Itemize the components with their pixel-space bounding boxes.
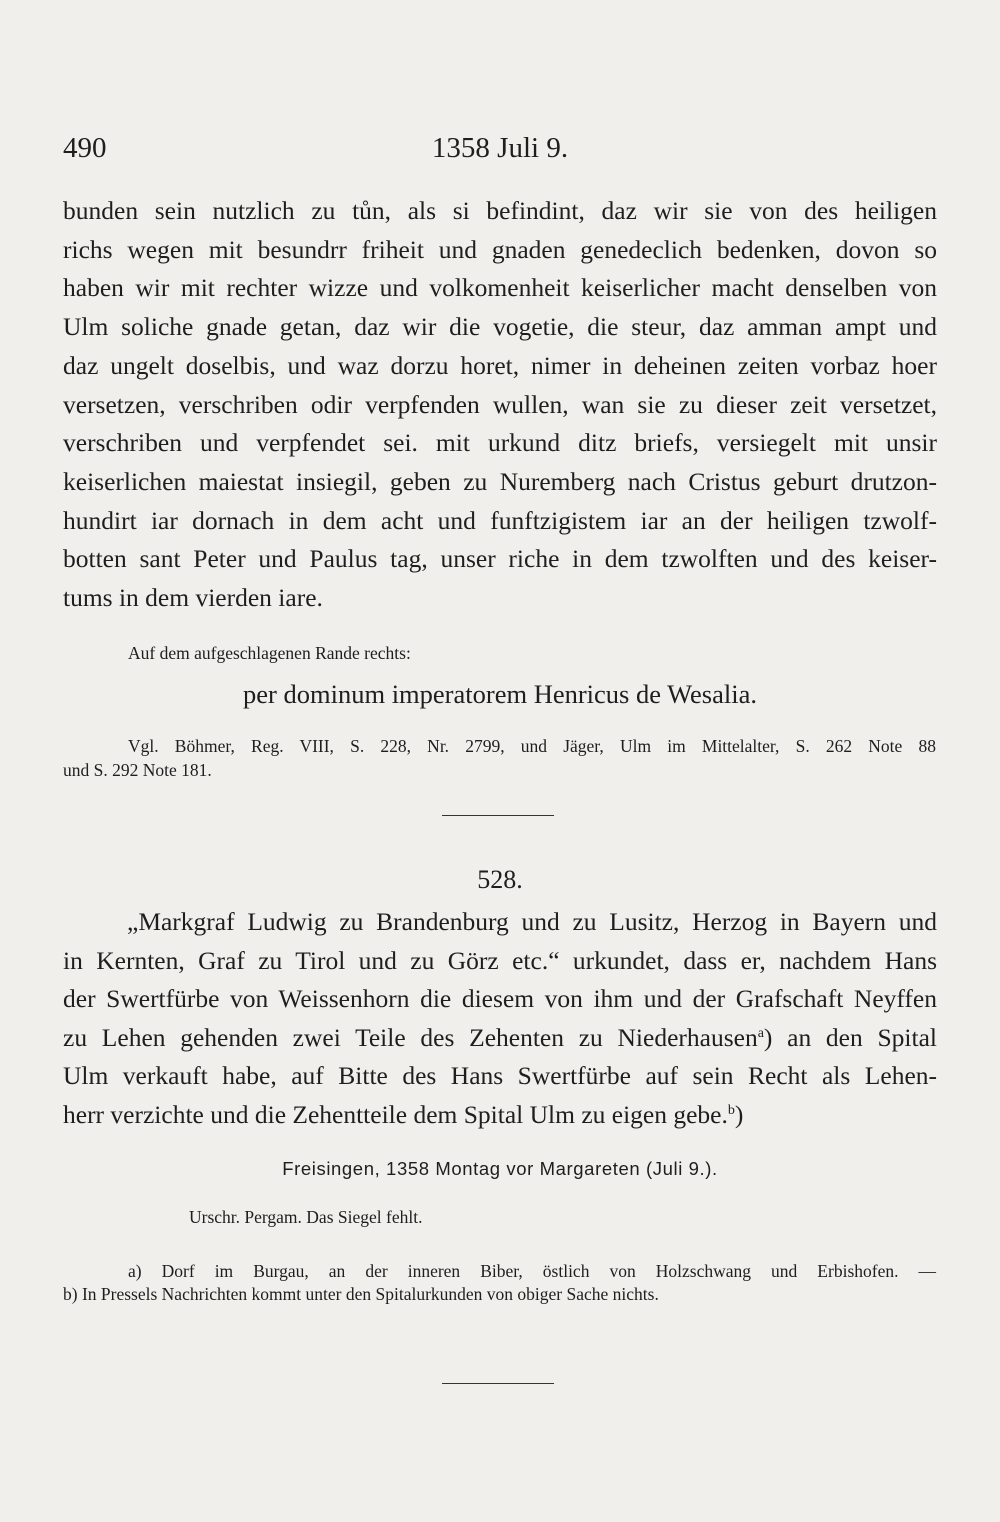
reference-line: Vgl. Böhmer, Reg. VIII, S. 228, Nr. 2799, und Jäger, Ulm im Mittelalter, S. 262 Note 88 — [128, 736, 936, 756]
document-number: 528. — [477, 865, 523, 894]
margin-note-label: Auf dem aufgeschlagenen Rande rechts: — [128, 643, 411, 663]
text-line: hundirt iar dornach in dem acht und funftzigistem iar an der heiligen tzwolf- — [63, 505, 937, 535]
text-line: in Kernten, Graf zu Tirol und zu Görz etc.“ urkundet, dass er, nachdem Hans — [63, 945, 937, 975]
footnote-marker-b: b — [727, 1102, 735, 1118]
text-line — [63, 1096, 937, 1135]
text-line: bunden sein nutzlich zu tůn, als si befindint, daz wir sie von des heiligen — [63, 196, 937, 225]
page-header — [63, 128, 937, 168]
footnote-a: a) Dorf im Burgau, an der inneren Biber, östlich von Holzschwang und Erbishofen. — — [128, 1261, 936, 1281]
line-part: herr verzichte und die Zehentteile dem Spital Ulm zu eigen gebe. — [63, 1099, 728, 1129]
line-part: ) — [734, 1099, 744, 1129]
text-line: keiserlichen maiestat insiegil, geben zu Nuremberg nach Cristus geburt drutzon- — [63, 466, 937, 496]
bottom-divider — [442, 1383, 554, 1384]
doc-528-regest — [63, 903, 937, 1134]
text-line: verschriben und verpfendet sei. mit urkund ditz briefs, versiegelt mit unsir — [63, 428, 937, 458]
reference-line: und S. 292 Note 181. — [63, 760, 212, 780]
footnote-marker-a: a — [757, 1025, 764, 1041]
page-number: 490 — [63, 132, 107, 164]
text-line: daz ungelt doselbis, und waz dorzu horet, nimer in deheinen zeiten vorbaz hoer — [63, 350, 937, 380]
text-line: botten sant Peter und Paulus tag, unser riche in dem tzwolften und des keiser- — [63, 544, 937, 574]
header-date: 1358 Juli 9. — [431, 132, 569, 164]
section-divider — [442, 815, 554, 816]
text-line — [63, 1019, 937, 1058]
line-part: zu Lehen gehenden zwei Teile des Zehenten zu Niederhausen — [63, 1022, 758, 1052]
margin-note-text: per dominum imperatorem Henricus de Wesalia. — [243, 679, 757, 709]
text-line: „Markgraf Ludwig zu Brandenburg und zu Lusitz, Herzog in Bayern und — [127, 907, 937, 936]
text-line: Ulm soliche gnade getan, daz wir die vogetie, die steur, daz amman ampt und — [63, 312, 937, 342]
doc-527-text — [63, 192, 937, 618]
text-line: Ulm verkauft habe, auf Bitte des Hans Swertfürbe auf sein Recht als Lehen- — [63, 1061, 937, 1090]
text-line: versetzen, verschriben odir verpfenden wullen, wan sie zu dieser zeit versetzet, — [63, 389, 937, 419]
line-part: ) an den Spital — [763, 1022, 937, 1052]
text-line: haben wir mit rechter wizze und volkomenheit keiserlicher macht denselben von — [63, 273, 937, 303]
text-line: richs wegen mit besundrr friheit und gnaden genedeclich bedenken, dovon so — [63, 234, 937, 264]
text-line: der Swertfürbe von Weissenhorn die diesem von ihm und der Grafschaft Neyffen — [63, 984, 937, 1013]
footnote-b: b) In Pressels Nachrichten kommt unter den Spitalurkunden von obiger Sache nichts. — [63, 1284, 659, 1304]
place-date: Freisingen, 1358 Montag vor Margareten (Juli 9.). — [282, 1158, 718, 1179]
text-line: tums in dem vierden iare. — [63, 583, 323, 613]
source-note: Urschr. Pergam. Das Siegel fehlt. — [189, 1207, 423, 1227]
